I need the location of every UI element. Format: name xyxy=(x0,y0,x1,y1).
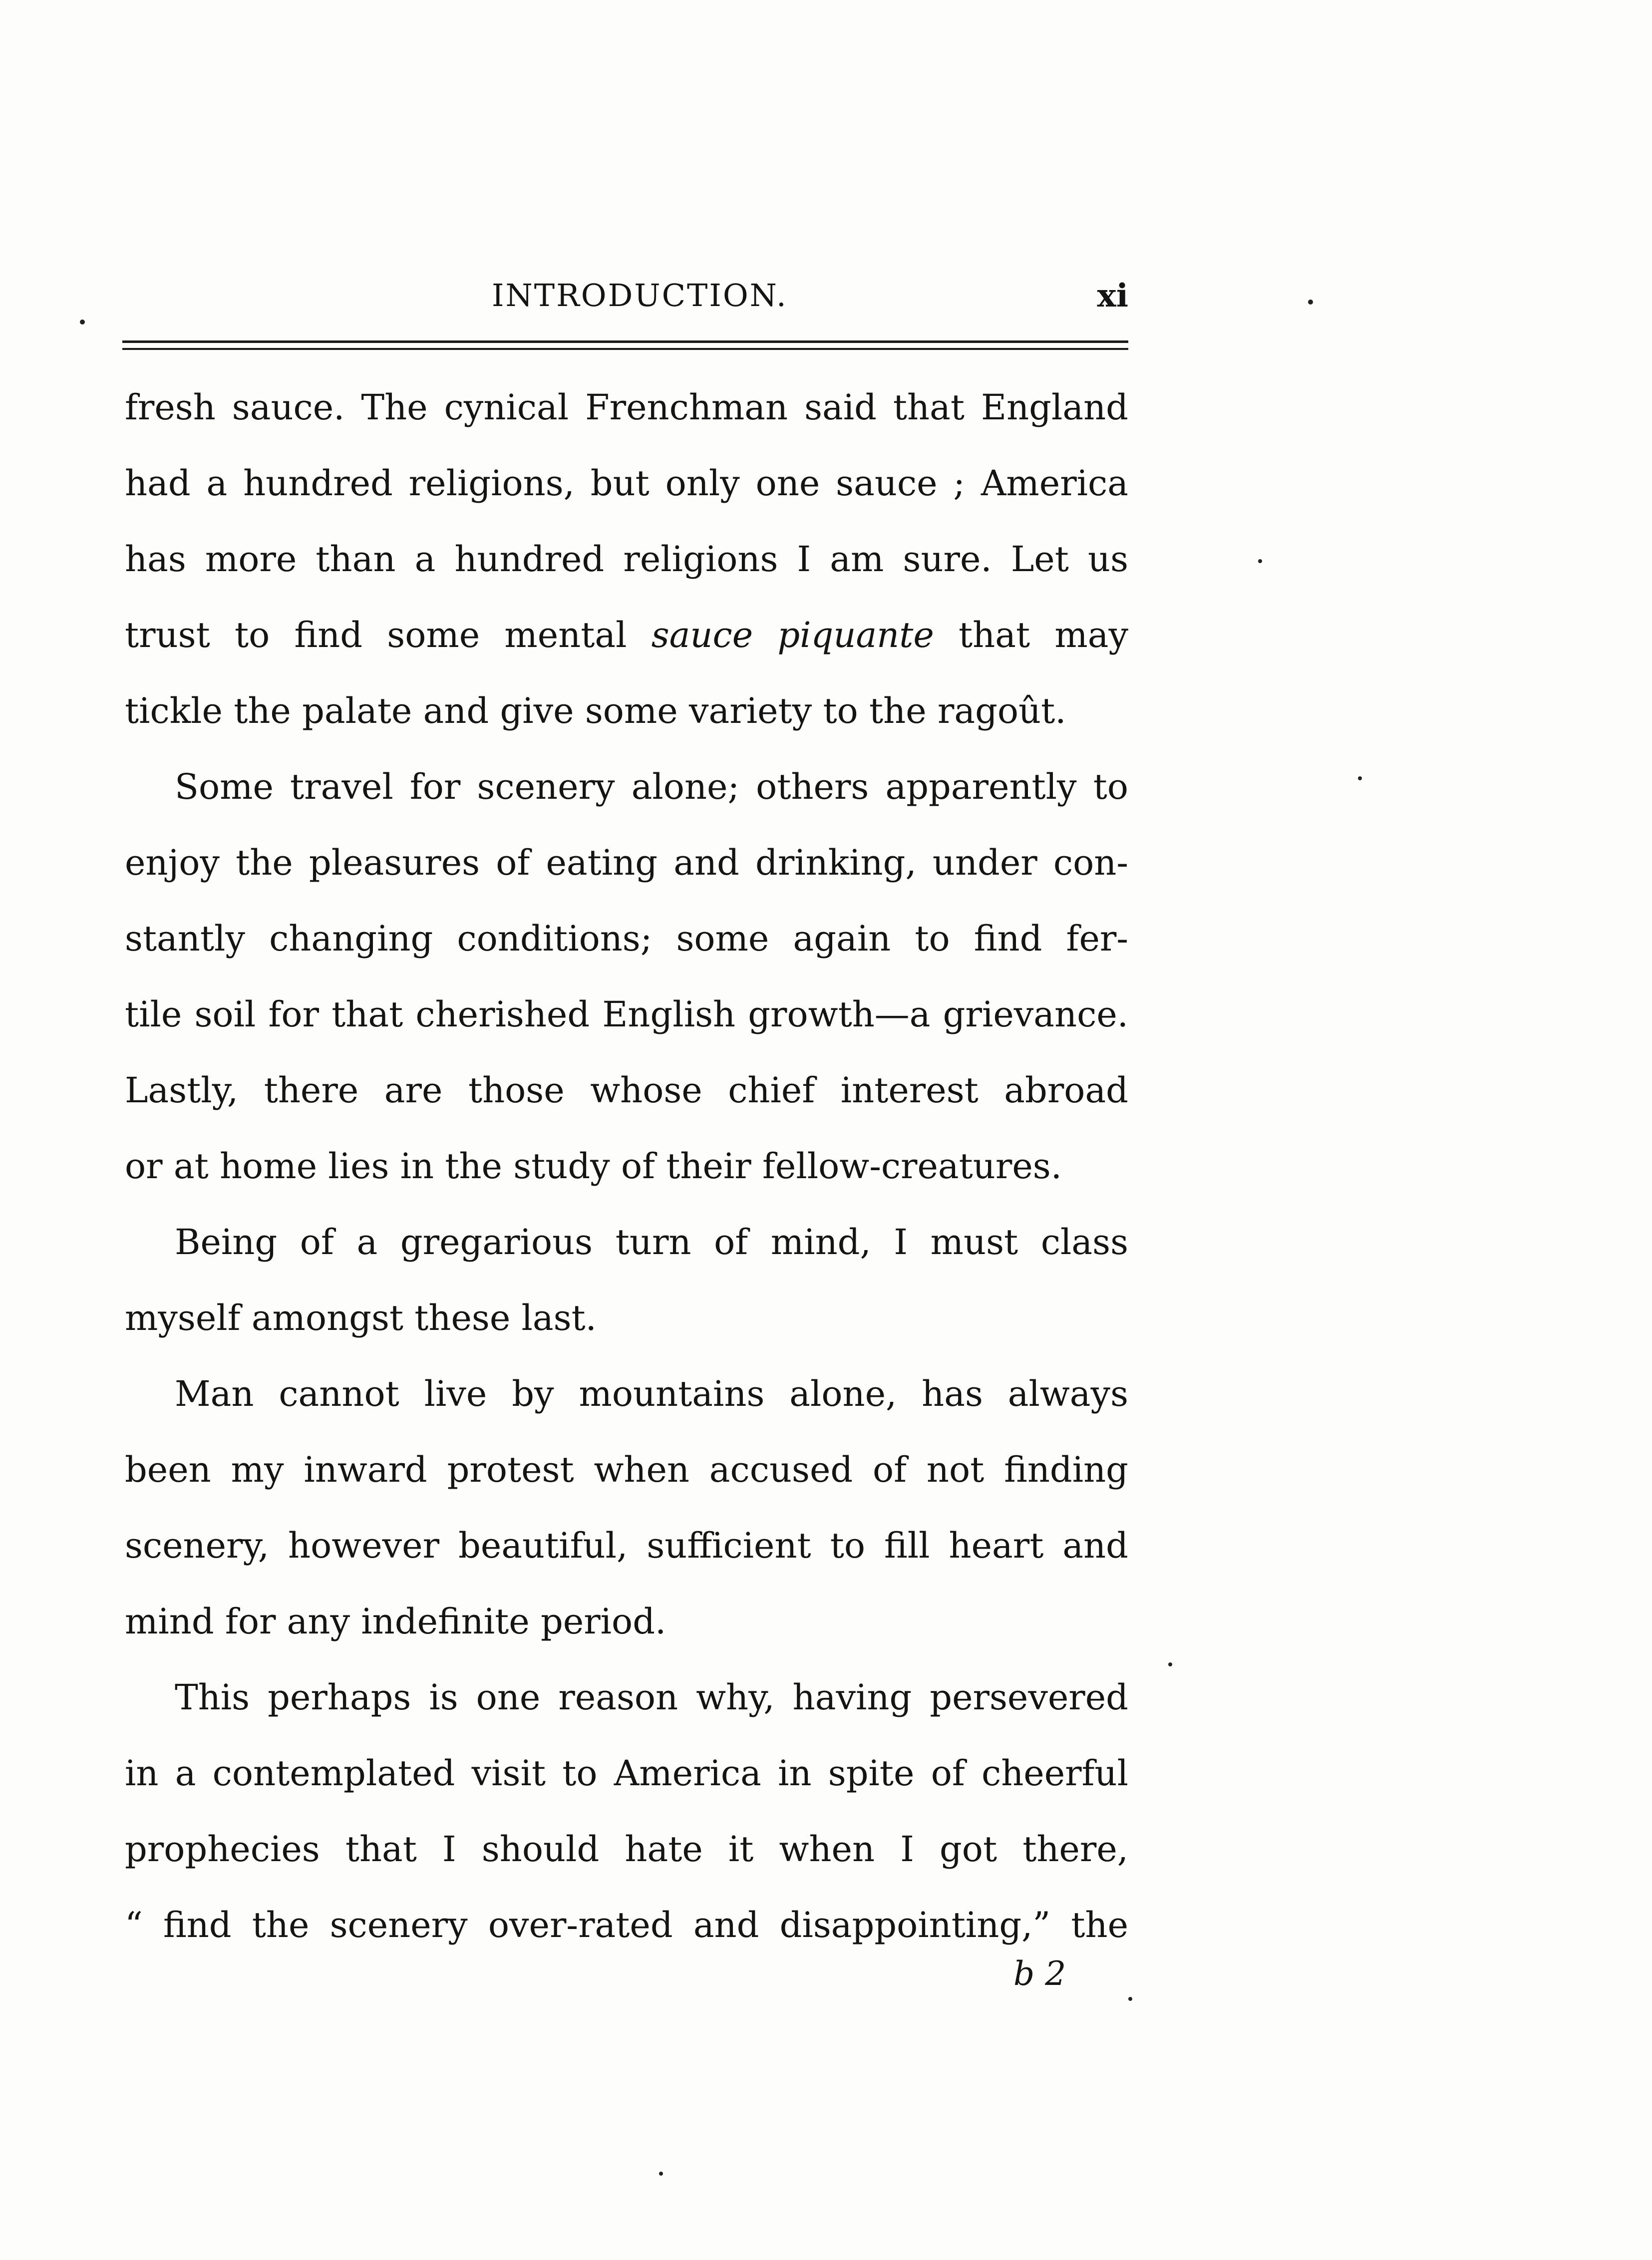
text-line: Man cannot live by mountains alone, has always xyxy=(175,1373,1128,1414)
header-rule-top xyxy=(122,340,1128,343)
scan-speck xyxy=(1258,559,1262,563)
scan-speck xyxy=(659,2172,663,2176)
text-line xyxy=(125,597,1128,673)
page-number: xi xyxy=(1097,277,1128,315)
text-line: prophecies that I should hate it when I got there, xyxy=(125,1829,1128,1870)
running-head-title: INTRODUCTION. xyxy=(492,277,788,314)
text-run: trust to find some mental xyxy=(125,615,652,655)
text-line: myself amongst these last. xyxy=(125,1297,597,1338)
text-line: fresh sauce. The cynical Frenchman said that England xyxy=(125,387,1128,428)
text-line: mind for any indefinite period. xyxy=(125,1601,666,1642)
text-line: enjoy the pleasures of eating and drinking, under con- xyxy=(125,842,1128,883)
text-line: This perhaps is one reason why, having persevered xyxy=(175,1677,1128,1718)
text-line: “ find the scenery over-rated and disappointing,” the xyxy=(125,1905,1128,1945)
text-line: been my inward protest when accused of not finding xyxy=(125,1449,1128,1490)
italic-phrase: sauce piquante xyxy=(651,615,934,655)
scan-speck xyxy=(1308,300,1313,305)
header-rule-bottom xyxy=(122,348,1128,350)
text-line: Being of a gregarious turn of mind, I must class xyxy=(175,1222,1128,1263)
text-line: Some travel for scenery alone; others apparently to xyxy=(175,766,1128,807)
scan-speck xyxy=(1358,776,1362,780)
text-line: scenery, however beautiful, sufficient to fill heart and xyxy=(125,1525,1128,1566)
text-line: tickle the palate and give some variety to the ragoût. xyxy=(125,690,1066,731)
text-line: Lastly, there are those whose chief interest abroad xyxy=(125,1070,1128,1111)
text-run: that may xyxy=(934,615,1129,655)
scan-speck xyxy=(1168,1662,1172,1666)
text-line: tile soil for that cherished English growth—a grievance. xyxy=(125,994,1128,1035)
text-line: in a contemplated visit to America in spite of cheerful xyxy=(125,1753,1128,1794)
scan-speck xyxy=(1128,1997,1132,2001)
signature-mark: b 2 xyxy=(1013,1954,1066,1993)
body-text xyxy=(125,369,1128,1963)
text-line: stantly changing conditions; some again to find fer- xyxy=(125,918,1128,959)
text-line: or at home lies in the study of their fellow-creatures. xyxy=(125,1146,1062,1187)
text-line: had a hundred religions, but only one sauce ; America xyxy=(125,463,1128,504)
text-line: has more than a hundred religions I am sure. Let us xyxy=(125,539,1128,580)
running-header xyxy=(122,277,1128,317)
scan-speck xyxy=(80,320,85,324)
